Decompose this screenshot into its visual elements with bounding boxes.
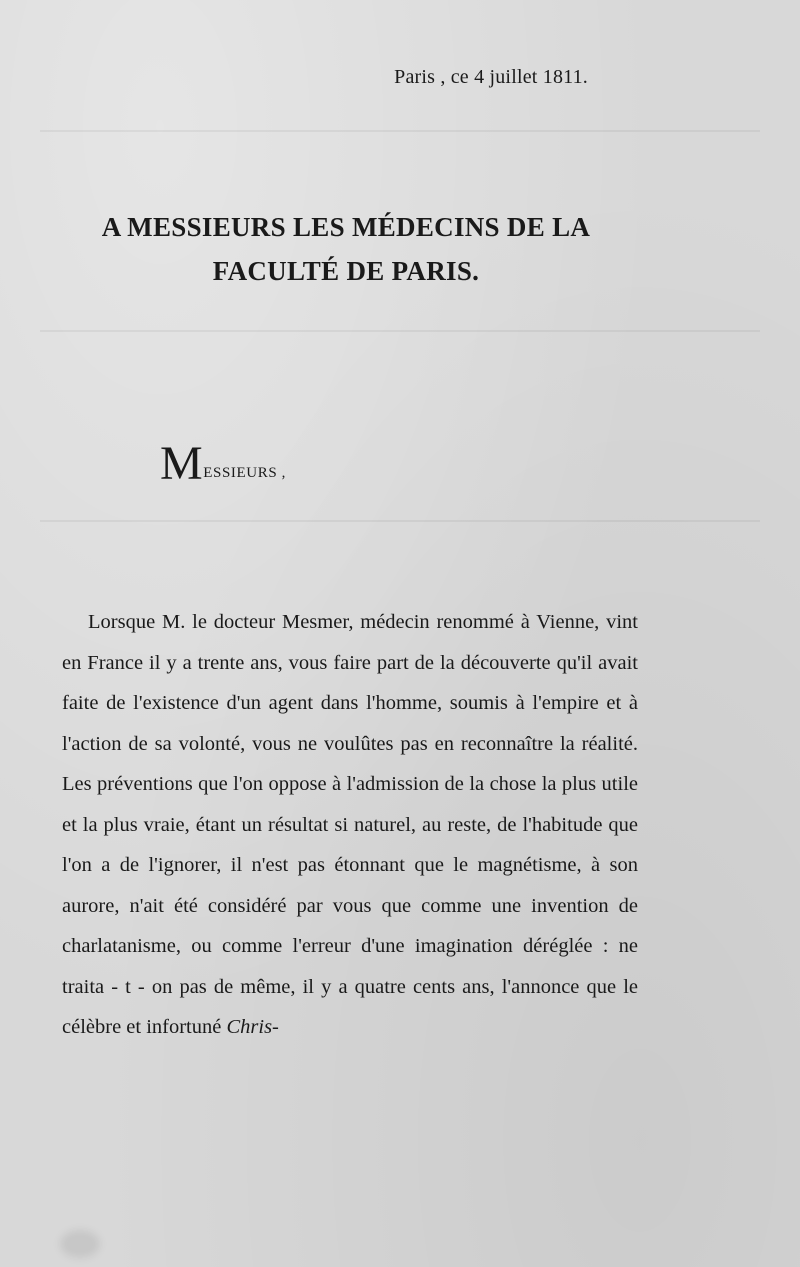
paragraph-italic-continuation: Chris-: [226, 1016, 279, 1038]
title-line-2: FACULTÉ DE PARIS.: [212, 256, 480, 286]
bleed-through-mark: [40, 330, 760, 332]
salutation-initial: M: [160, 437, 204, 490]
salutation-rest: ESSIEURS ,: [203, 465, 286, 481]
page-title: [60, 205, 632, 293]
salutation: [160, 437, 286, 490]
paragraph-text: Lorsque M. le docteur Mesmer, médecin renommé à Vienne, vint en France il y a trente ans, vous faire part de la découverte qu'il avait faite de l'existence d'un agent dans l'homme, soumis à l'empire et à l'action de sa volonté, vous ne voulûtes pas en reconnaître la réalité. Les préventions que l'on oppose à l'admission de la chose la plus utile et la plus vraie, étant un résultat si naturel, au reste, de l'habitude que l'on a de l'ignorer, il n'est pas étonnant que le magnétisme, à son aurore, n'ait été considéré par vous que comme une invention de charlatanisme, ou comme l'erreur d'une imagination déréglée : ne traita - t - on pas de même, il y a quatre cents ans, l'annonce que le célèbre et infortuné: [62, 611, 638, 1038]
body-paragraph: [62, 602, 638, 1048]
body-text: [62, 602, 638, 1048]
bleed-through-mark: [40, 520, 760, 522]
date-line: Paris , ce 4 juillet 1811.: [394, 66, 588, 88]
ink-smudge: [60, 1230, 100, 1258]
bleed-through-mark: [40, 130, 760, 132]
title-line-1: A MESSIEURS LES MÉDECINS DE LA: [101, 212, 591, 242]
